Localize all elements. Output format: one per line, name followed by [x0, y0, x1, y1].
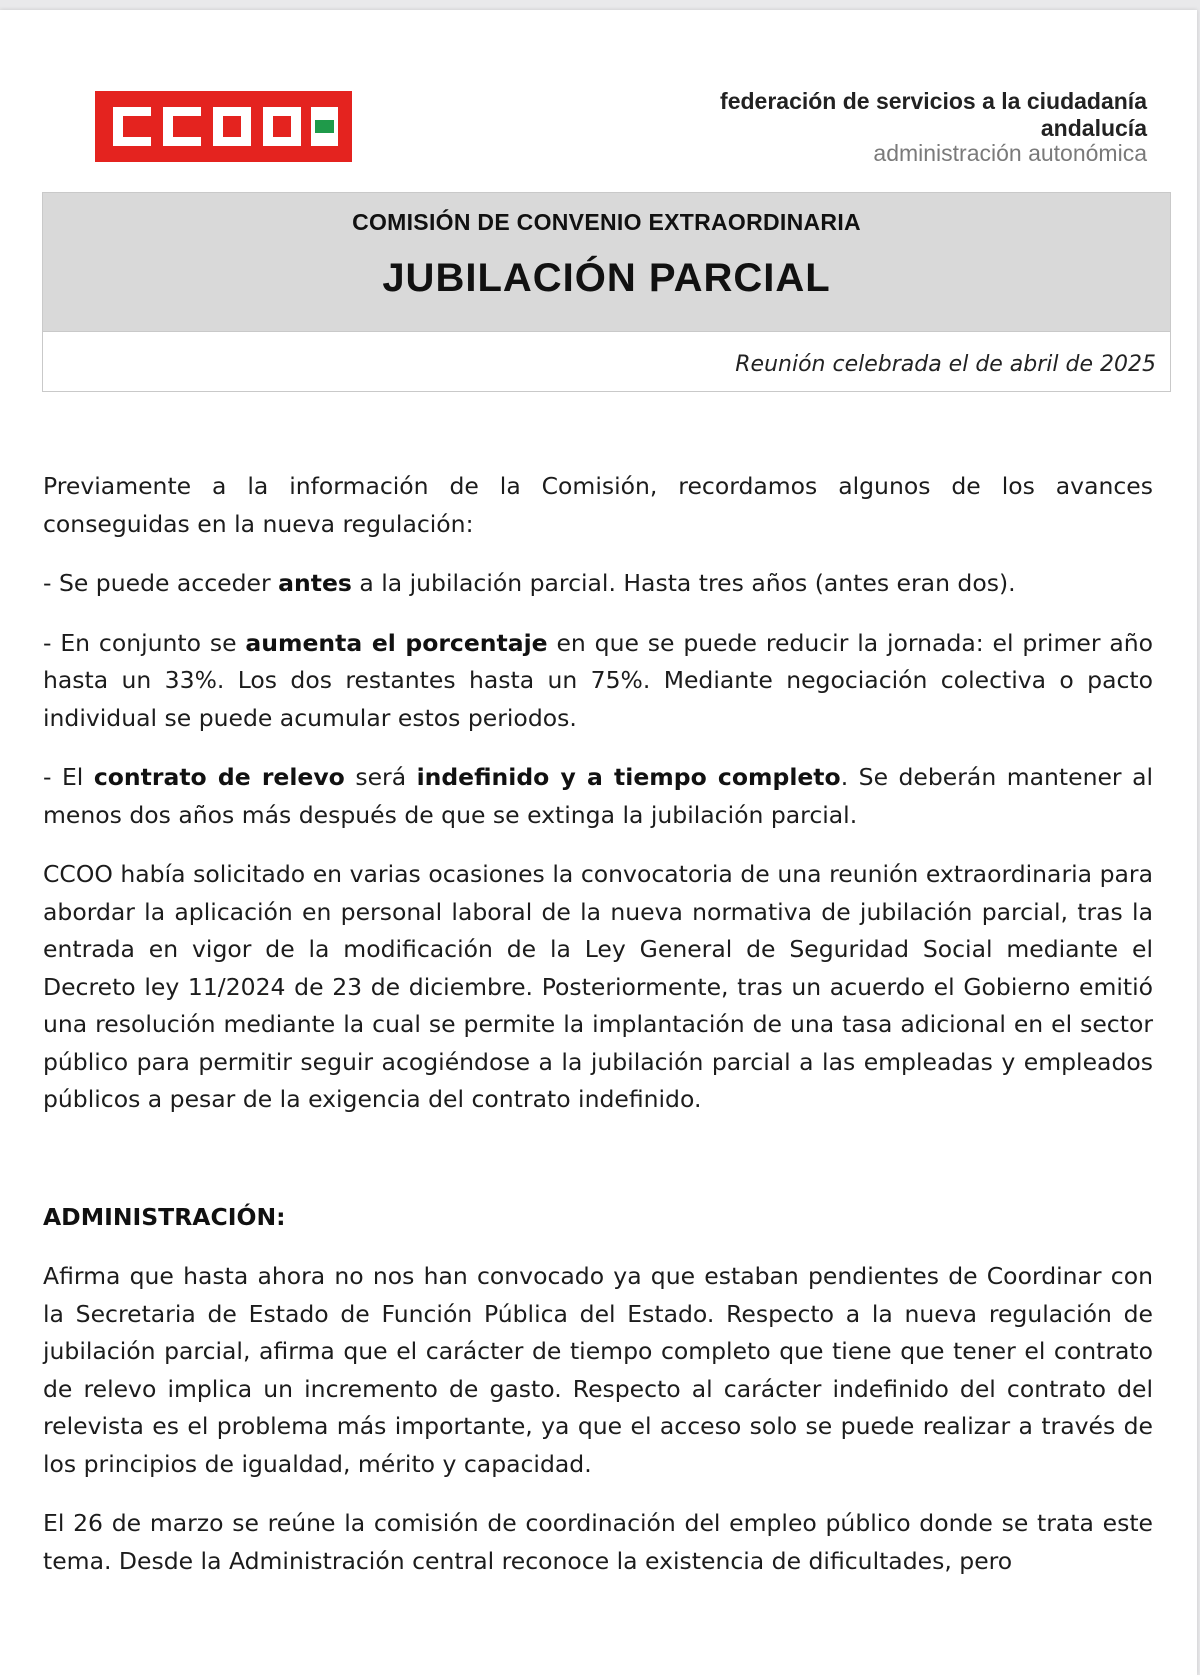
meeting-date: Reunión celebrada el de abril de 2025 [735, 352, 1156, 377]
bullet-emphasis: contrato de relevo [93, 763, 345, 791]
ccoo-logo [95, 91, 352, 162]
bullet-text: - El [43, 763, 94, 791]
section-heading-text: ADMINISTRACIÓN: [43, 1202, 286, 1231]
document-title: JUBILACIÓN PARCIAL [382, 256, 831, 300]
bullet-text: a la jubilación parcial. Hasta tres años (antes eran dos). [351, 569, 1016, 597]
org-line-region: andalucía [1040, 115, 1147, 141]
bullet-emphasis: aumenta el porcentaje [245, 628, 548, 657]
title-box [42, 192, 1171, 392]
bullet-emphasis: antes [278, 569, 352, 597]
bullet-text: en que se puede reducir la jornada: el primer año hasta un 33%. Los dos restantes hasta un 75%. Mediante negociación colectiva o pacto individual se puede acumular estos periodos. [43, 628, 1153, 732]
document-subtitle: COMISIÓN DE CONVENIO EXTRAORDINARIA [352, 209, 861, 235]
bullet-text: - En conjunto se [43, 628, 246, 657]
document-body [43, 468, 1153, 1602]
section-heading-administracion [43, 1199, 1153, 1237]
bullet-antes [43, 565, 1153, 603]
document-page [0, 10, 1197, 1675]
org-line-section: administración autonómica [873, 140, 1147, 166]
bullet-porcentaje [43, 625, 1153, 738]
organization-name [720, 88, 1147, 164]
ccoo-paragraph: CCOO había solicitado en varias ocasiones la convocatoria de una reunión extraordinaria para abordar la aplicación en personal laboral de la nueva normativa de jubilación parcial, tras la entrada en vigor de la modificación de la Ley General de Seguridad Social mediante el Decreto ley 11/2024 de 23 de diciembre. Posteriormente, tras un acuerdo el Gobierno emitió una resolución mediante la cual se permite la implantación de una tasa adicional en el sector público para permitir seguir acogiéndose a la jubilación parcial a las empleadas y empleados públicos a pesar de la exigencia del contrato indefinido. [43, 860, 1153, 1113]
bullet-text: . Se deberán mantener al menos dos años más después de que se extinga la jubilación parcial. [43, 763, 1153, 829]
intro-paragraph: Previamente a la información de la Comisión, recordamos algunos de los avances conseguidas en la nueva regulación: [43, 472, 1153, 538]
title-box-header [43, 193, 1170, 332]
bullet-text: - Se puede acceder [43, 569, 279, 597]
marzo-paragraph: El 26 de marzo se reúne la comisión de coordinación del empleo público donde se trata este tema. Desde la Administración central reconoce la existencia de dificultades, pero [43, 1509, 1153, 1575]
bullet-contrato-relevo [43, 759, 1153, 834]
org-line-federation: federación de servicios a la ciudadanía [720, 88, 1147, 114]
bullet-text: será [344, 763, 417, 791]
bullet-emphasis: indefinido y a tiempo completo [416, 763, 841, 791]
administracion-paragraph: Afirma que hasta ahora no nos han convocado ya que estaban pendientes de Coordinar con la Secretaria de Estado de Función Pública del Estado. Respecto a la nueva regulación de jubilación parcial, afirma que el carácter de tiempo completo que tiene que tener el contrato de relevo implica un incremento de gasto. Respecto al carácter indefinido del contrato del relevista es el problema más importante, ya que el acceso solo se puede realizar a través de los principios de igualdad, mérito y capacidad. [43, 1262, 1153, 1478]
ccoo-logo-mark [95, 91, 352, 162]
